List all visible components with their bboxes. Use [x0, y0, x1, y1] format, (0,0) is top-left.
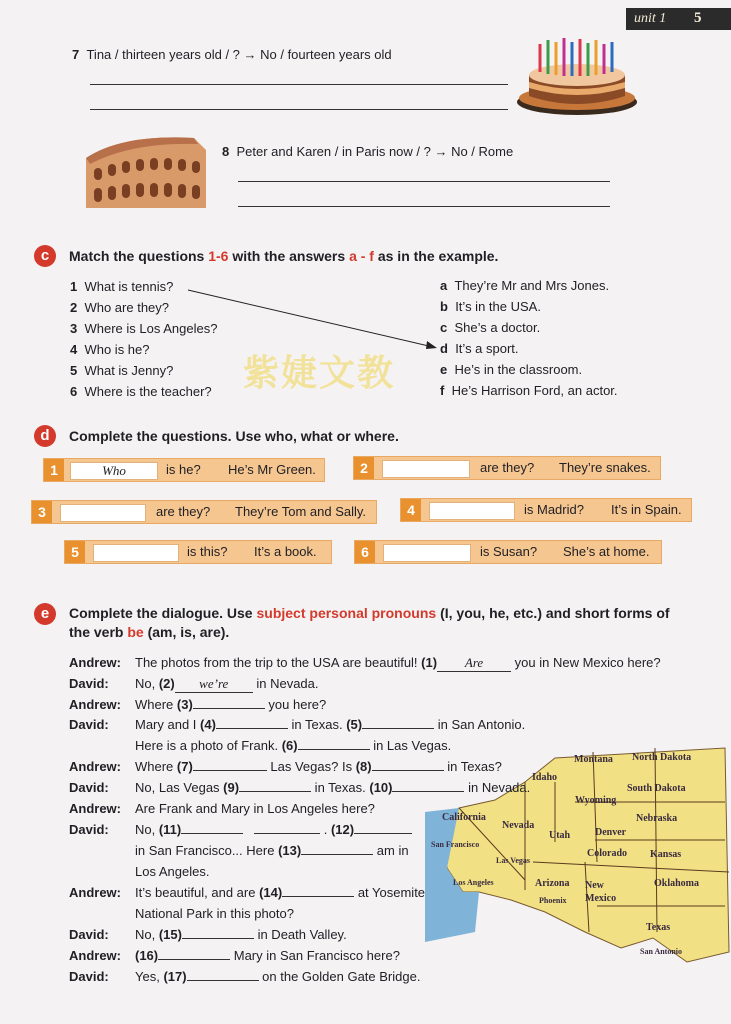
gap-15[interactable]	[182, 927, 254, 939]
answer-item	[440, 341, 618, 362]
gap-11a[interactable]	[181, 822, 243, 834]
speaker-david: David:	[69, 822, 109, 837]
gap-number: (1)	[421, 655, 438, 670]
map-label: New	[585, 880, 604, 891]
answer-text: It’s a sport.	[455, 341, 519, 356]
strip-question: is this?	[187, 544, 228, 559]
title-text: with the answers	[228, 248, 350, 264]
item-prompt: Tina / thirteen years old / ? → No / fourteen years old	[86, 47, 392, 62]
question-number: 1	[70, 279, 78, 294]
strip-answer: He’s Mr Green.	[228, 462, 316, 477]
speaker-andrew: Andrew:	[69, 948, 121, 963]
answer-box-1[interactable]: Who	[70, 462, 158, 480]
dialogue-text: in Death Valley.	[253, 927, 347, 942]
dialogue-line-12	[135, 885, 425, 900]
gap-8[interactable]	[372, 759, 444, 771]
speaker-david: David:	[69, 717, 109, 732]
strip-number: 6	[355, 541, 375, 563]
question-number: 5	[70, 363, 78, 378]
gap-9[interactable]	[239, 780, 311, 792]
strip-number: 3	[32, 501, 52, 523]
map-label: Arizona	[535, 878, 570, 889]
title-text: (I, you, he, etc.) and short forms of	[436, 605, 670, 621]
dialogue-text: No,	[135, 676, 159, 691]
dialogue-text: The photos from the trip to the USA are beautiful!	[135, 655, 422, 670]
question-text: Where is the teacher?	[84, 384, 212, 399]
gap-6[interactable]	[298, 738, 370, 750]
question-strip-3	[31, 500, 377, 524]
title-text: Complete the dialogue. Use	[69, 605, 257, 621]
dialogue-text: in Texas.	[311, 780, 370, 795]
answer-letter: a	[440, 278, 448, 293]
question-number: 2	[70, 300, 78, 315]
map-label: Utah	[549, 830, 571, 841]
dialogue-line-3	[135, 697, 326, 712]
map-label: Phoenix	[539, 896, 567, 905]
gap-7[interactable]	[193, 759, 267, 771]
title-text: Match the questions	[69, 248, 209, 264]
section-d-instructions: Complete the questions. Use who, what or where.	[69, 428, 399, 444]
map-label: Kansas	[650, 849, 682, 860]
question-text: What is Jenny?	[84, 363, 174, 378]
item-number: 7	[72, 47, 80, 62]
speaker-andrew: Andrew:	[69, 697, 121, 712]
gap-number: (3)	[176, 697, 193, 712]
dialogue-line-8	[135, 801, 375, 816]
dialogue-text: in Texas?	[443, 759, 502, 774]
birthday-cake-illustration	[515, 30, 640, 118]
gap-10[interactable]	[392, 780, 464, 792]
map-label: San Francisco	[431, 840, 480, 849]
section-e-instructions-line1	[69, 605, 670, 621]
dialogue-text: in Nevada.	[464, 780, 531, 795]
gap-2[interactable]: we’re	[175, 676, 253, 693]
gap-13[interactable]	[301, 843, 373, 855]
dialogue-text: Here is a photo of Frank.	[135, 738, 282, 753]
gap-number: (5)	[346, 717, 363, 732]
section-c-instructions	[69, 248, 498, 264]
strip-number: 4	[401, 499, 421, 521]
speaker-andrew: Andrew:	[69, 655, 121, 670]
dialogue-text: Are Frank and Mary in Los Angeles here?	[135, 801, 375, 816]
gap-number: (10)	[369, 780, 393, 795]
answer-box-5[interactable]	[93, 544, 179, 562]
question-number: 6	[70, 384, 78, 399]
unit-label: unit 1	[634, 11, 667, 26]
answer-box-4[interactable]	[429, 502, 515, 520]
answer-line[interactable]	[90, 84, 508, 85]
answer-line[interactable]	[238, 206, 610, 207]
gap-number: (16)	[135, 948, 159, 963]
gap-number: (13)	[278, 843, 302, 858]
strip-question: are they?	[156, 504, 211, 519]
strip-answer: They’re snakes.	[559, 460, 651, 475]
dialogue-text: in Nevada.	[252, 676, 319, 691]
dialogue-line-15	[135, 948, 400, 963]
map-label: Texas	[646, 922, 671, 933]
dialogue-line-14	[135, 927, 347, 942]
answer-text: He’s in the classroom.	[454, 362, 583, 377]
gap-16[interactable]	[158, 948, 230, 960]
answer-text: They’re Mr and Mrs Jones.	[454, 278, 610, 293]
dialogue-line-5	[135, 738, 451, 753]
gap-17[interactable]	[187, 969, 259, 981]
question-strip-6	[354, 540, 662, 564]
dialogue-text: No,	[135, 822, 159, 837]
answer-letter: e	[440, 362, 448, 377]
dialogue-text: in San Francisco... Here	[135, 843, 279, 858]
map-label: South Dakota	[627, 783, 686, 794]
dialogue-text: Where	[135, 759, 177, 774]
title-range: a - f	[349, 248, 374, 264]
strip-answer: They’re Tom and Sally.	[235, 504, 367, 519]
answer-letter: c	[440, 320, 448, 335]
question-strip-1	[43, 458, 325, 482]
answer-text: She’s a doctor.	[454, 320, 541, 335]
question-text: Who are they?	[84, 300, 170, 315]
usa-map	[425, 742, 731, 968]
dialogue-text: National Park in this photo?	[135, 906, 294, 921]
dialogue-line-11	[135, 864, 209, 879]
strip-answer: It’s in Spain.	[611, 502, 682, 517]
section-e-instructions-line2	[69, 624, 229, 640]
answer-item	[440, 320, 618, 341]
map-label: North Dakota	[632, 752, 692, 763]
dialogue-text: you in New Mexico here?	[511, 655, 661, 670]
dialogue-text: Las Vegas? Is	[266, 759, 356, 774]
question-text: What is tennis?	[84, 279, 174, 294]
exercise-item-8	[222, 144, 513, 159]
watermark: 紫婕文教	[243, 352, 396, 393]
answer-box-2[interactable]	[382, 460, 470, 478]
dialogue-line-2	[135, 676, 319, 693]
answer-text: He’s Harrison Ford, an actor.	[451, 383, 618, 398]
map-label: San Antonio	[640, 947, 683, 956]
answer-text: It’s in the USA.	[455, 299, 541, 314]
answer-item	[440, 383, 618, 404]
section-badge-d: d	[34, 425, 56, 447]
title-text: (am, is, are).	[143, 624, 230, 640]
map-label: California	[442, 812, 486, 823]
gap-number: (17)	[163, 969, 187, 984]
gap-5[interactable]	[362, 717, 434, 729]
dialogue-text: am in	[373, 843, 409, 858]
gap-number: (6)	[281, 738, 298, 753]
strip-question: are they?	[480, 460, 535, 475]
gap-number: (7)	[176, 759, 193, 774]
speaker-david: David:	[69, 676, 109, 691]
dialogue-line-16	[135, 969, 420, 984]
dialogue-line-10	[135, 843, 409, 858]
map-label: Las Vegas	[496, 856, 531, 865]
speaker-david: David:	[69, 969, 109, 984]
map-label: Nevada	[502, 820, 535, 831]
dialogue-text: Los Angeles.	[135, 864, 210, 879]
gap-3[interactable]	[193, 697, 265, 709]
title-text: as in the example.	[373, 248, 499, 264]
answer-letter: f	[440, 383, 445, 398]
map-label: Idaho	[532, 772, 558, 783]
map-label: Denver	[595, 827, 627, 838]
dialogue-text: It’s beautiful, and are	[135, 885, 260, 900]
strip-question: is Susan?	[480, 544, 538, 559]
answer-line[interactable]	[238, 181, 610, 182]
dialogue-text: Where	[135, 697, 177, 712]
map-label: Montana	[574, 754, 613, 765]
dialogue-line-7	[135, 780, 530, 795]
dialogue-text: Yes,	[135, 969, 164, 984]
item-prompt: Peter and Karen / in Paris now / ? → No / Rome	[236, 144, 514, 159]
strip-question: is he?	[166, 462, 201, 477]
gap-number: (11)	[158, 822, 182, 837]
dialogue-line-1	[135, 655, 661, 672]
title-highlight: subject personal pronouns	[256, 605, 437, 621]
gap-number: (8)	[355, 759, 372, 774]
map-label: Nebraska	[636, 813, 678, 824]
strip-number: 5	[65, 541, 85, 563]
page-number: 5	[694, 10, 702, 26]
question-text: Where is Los Angeles?	[84, 321, 218, 336]
dialogue-text: Mary in San Francisco here?	[230, 948, 400, 963]
dialogue-text: Mary and I	[135, 717, 201, 732]
dialogue-text: in Texas.	[287, 717, 347, 732]
gap-12[interactable]	[354, 822, 412, 834]
question-number: 4	[70, 342, 78, 357]
map-label: Colorado	[587, 848, 627, 859]
speaker-david: David:	[69, 927, 109, 942]
map-label: Wyoming	[575, 795, 617, 806]
answer-letter: d	[440, 341, 448, 356]
question-strip-2	[353, 456, 661, 480]
dialogue-text: in San Antonio.	[434, 717, 526, 732]
dialogue-text: on the Golden Gate Bridge.	[258, 969, 421, 984]
speaker-andrew: Andrew:	[69, 885, 121, 900]
dialogue-text: No, Las Vegas	[135, 780, 224, 795]
gap-number: (15)	[158, 927, 182, 942]
gap-11b[interactable]	[254, 822, 320, 834]
dialogue-line-13	[135, 906, 294, 921]
strip-number: 2	[354, 457, 374, 479]
dialogue-text: .	[320, 822, 331, 837]
section-badge-e: e	[34, 603, 56, 625]
dialogue-text: in Las Vegas.	[369, 738, 452, 753]
dialogue-line-4	[135, 717, 525, 732]
answer-item	[440, 278, 618, 299]
answer-item	[440, 299, 618, 320]
dialogue-line-9	[135, 822, 412, 837]
answers-list	[440, 278, 618, 404]
gap-number: (14)	[259, 885, 283, 900]
title-text: the verb	[69, 624, 128, 640]
question-strip-5	[64, 540, 332, 564]
gap-number: (9)	[223, 780, 240, 795]
dialogue-line-6	[135, 759, 502, 774]
speaker-andrew: Andrew:	[69, 801, 121, 816]
gap-1[interactable]: Are	[437, 655, 511, 672]
page-header	[626, 8, 731, 30]
section-badge-c: c	[34, 245, 56, 267]
gap-14[interactable]	[282, 885, 354, 897]
answer-box-6[interactable]	[383, 544, 471, 562]
dialogue-text: No,	[135, 927, 159, 942]
strip-question: is Madrid?	[524, 502, 584, 517]
gap-number: (4)	[200, 717, 216, 732]
exercise-item-7	[72, 47, 392, 62]
strip-number: 1	[44, 459, 64, 481]
gap-number: (2)	[158, 676, 175, 691]
answer-box-3[interactable]	[60, 504, 146, 522]
item-number: 8	[222, 144, 230, 159]
question-text: Who is he?	[84, 342, 150, 357]
speaker-andrew: Andrew:	[69, 759, 121, 774]
question-number: 3	[70, 321, 78, 336]
dialogue-text: you here?	[264, 697, 327, 712]
answer-line[interactable]	[90, 109, 508, 110]
question-item	[70, 384, 217, 405]
title-range: 1-6	[208, 248, 229, 264]
question-item	[70, 363, 217, 384]
map-label: Mexico	[585, 893, 617, 904]
question-strip-4	[400, 498, 692, 522]
strip-answer: It’s a book.	[254, 544, 317, 559]
answer-item	[440, 362, 618, 383]
colosseum-illustration	[82, 128, 210, 214]
gap-4[interactable]	[216, 717, 288, 729]
map-label: Oklahoma	[654, 878, 700, 889]
title-highlight: be	[127, 624, 144, 640]
dialogue-text: at Yosemite	[354, 885, 426, 900]
speaker-david: David:	[69, 780, 109, 795]
answer-letter: b	[440, 299, 448, 314]
strip-answer: She’s at home.	[563, 544, 650, 559]
gap-number: (12)	[330, 822, 355, 837]
map-label: Los Angeles	[453, 878, 494, 887]
